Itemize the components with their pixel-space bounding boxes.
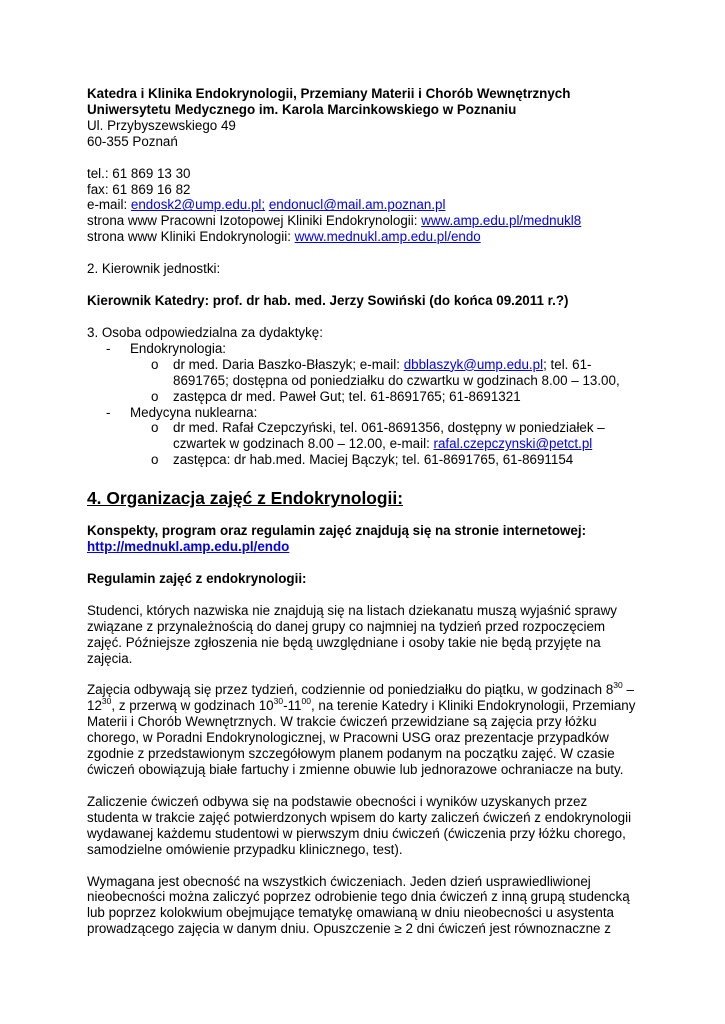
nuclear-person-1	[87, 420, 652, 452]
endo-person-1-hours: 8691765; dostępna od poniedziałku do czwartku w godzinach 8.00 – 13.00,	[173, 372, 620, 388]
para2-text: , na terenie Katedry i Kliniki Endokrynologii, Przemiany	[310, 698, 636, 714]
para4-line: Wymagana jest obecność na wszystkich ćwiczeniach. Jeden dzień usprawiedliwionej	[87, 873, 591, 889]
para2-line: ćwiczeń obowiązują białe fartuchy i zmienne obuwie lub jednorazowe ochraniacze na buty.	[87, 762, 624, 777]
www-label-2: strona www Kliniki Endokrynologii:	[87, 229, 295, 245]
nuclear-person-1-text: dr med. Rafał Czepczyński, tel. 061-8691356, dostępny w poniedziałek –	[173, 420, 605, 436]
para2-line	[87, 698, 652, 714]
email-label: e-mail:	[87, 197, 131, 213]
endo-person-2-text: zastępca dr med. Paweł Gut; tel. 61-8691765; 61-8691321	[173, 388, 521, 404]
fax-number: fax: 61 869 16 82	[87, 181, 191, 197]
superscript: 30	[101, 696, 112, 707]
email-line	[87, 197, 652, 213]
superscript: 30	[273, 696, 284, 707]
superscript: 00	[301, 696, 311, 707]
email-link-1[interactable]: endosk2@ump.edu.pl;	[130, 197, 266, 213]
para2-line: Materii i Chorób Wewnętrznych. W trakcie ćwiczeń przewidziane są zajęcia przy łóżku	[87, 714, 597, 730]
phone-number: tel.: 61 869 13 30	[87, 165, 191, 181]
section4-title: 4. Organizacja zajęć z Endokrynologii:	[87, 488, 404, 509]
para1-line: związane z przynależnością do danej grupy co najmniej na tydzień przed rozpoczęciem	[87, 618, 606, 634]
www-link-1[interactable]: www.amp.edu.pl/mednukl8	[421, 213, 582, 229]
nuclear-person-1-hours: czwartek w godzinach 8.00 – 12.00, e-mail:	[173, 436, 434, 452]
circle-bullet: o	[151, 452, 159, 468]
paragraph-2	[87, 682, 652, 777]
para2-text: Zajęcia odbywają się przez tydzień, codziennie od poniedziałku do piątku, w godzinach 8	[87, 682, 614, 698]
dash-bullet: -	[106, 340, 111, 356]
para3-line: samodzielne omówienie przypadku klinicznego, test).	[87, 841, 403, 857]
para2-text: 12	[87, 698, 102, 714]
city-address: 60-355 Poznań	[87, 133, 178, 149]
list-item-nuclear	[87, 405, 652, 421]
nuclear-person-2-text: zastępca: dr hab.med. Maciej Bączyk; tel. 61-8691765, 61-8691154	[173, 452, 574, 468]
para3-line: Zaliczenie ćwiczeń odbywa się na podstawie obecności i wyników uzyskanych przez	[87, 793, 588, 809]
university-name: Uniwersytetu Medycznego im. Karola Marcinkowskiego w Poznaniu	[87, 101, 517, 117]
para2-text: , z przerwą w godzinach 10	[111, 698, 274, 714]
superscript: 30	[613, 680, 623, 691]
endo-person-1-text: dr med. Daria Baszko-Błaszyk; e-mail:	[173, 356, 404, 372]
circle-bullet: o	[151, 388, 159, 404]
endo-email-link[interactable]: dbblaszyk@ump.edu.pl	[403, 356, 544, 372]
para1-line: Studenci, których nazwiska nie znajdują się na listach dziekanatu muszą wyjaśnić sprawy	[87, 602, 617, 618]
regulamin-heading: Regulamin zajęć z endokrynologii:	[87, 570, 307, 586]
circle-bullet: o	[151, 356, 159, 372]
para1-line: zajęć. Późniejsze zgłoszenia nie będą uwzględniane i osoby takie nie będą przyjęte na	[87, 634, 601, 650]
para3-line: studenta w trakcie zajęć potwierdzonych wpisem do karty zaliczeń ćwiczeń z endokrynologii	[87, 809, 632, 825]
paragraph-4	[87, 874, 652, 938]
www-line-1	[87, 213, 652, 229]
konspekty-text: Konspekty, program oraz regulamin zajęć znajdują się na stronie internetowej:	[87, 523, 587, 539]
endo-person-1	[87, 357, 652, 389]
nuclear-label: Medycyna nuklearna:	[130, 404, 258, 420]
paragraph-1	[87, 603, 652, 667]
dash-bullet: -	[106, 404, 111, 420]
circle-bullet: o	[151, 420, 159, 436]
endo-person-2	[87, 389, 652, 405]
para2-text: -11	[283, 698, 302, 714]
nuclear-person-2	[87, 452, 652, 468]
email-link-2[interactable]: endonucl@mail.am.poznan.pl	[268, 197, 446, 213]
document-page	[87, 86, 652, 937]
paragraph-3	[87, 794, 652, 858]
www-link-2[interactable]: www.mednukl.amp.edu.pl/endo	[294, 229, 481, 245]
para2-line	[87, 682, 652, 698]
endo-label: Endokrynologia:	[130, 340, 227, 356]
nuclear-email-link[interactable]: rafal.czepczynski@petct.pl	[433, 436, 593, 452]
para4-line: prowadzącego zajęcia w danym dniu. Opuszczenie ≥ 2 dni ćwiczeń jest równoznaczne z	[87, 921, 611, 937]
konspekty-line	[87, 539, 652, 555]
street-address: Ul. Przybyszewskiego 49	[87, 117, 236, 133]
section3-heading: 3. Osoba odpowiedzialna za dydaktykę:	[87, 324, 323, 340]
www-label-1: strona www Pracowni Izotopowej Kliniki Endokrynologii:	[87, 213, 422, 229]
para4-line: nieobecności można zaliczyć poprzez odrobienie tego dnia ćwiczeń z inną grupą studencką	[87, 889, 630, 905]
endo-person-1-tel: ; tel. 61-	[543, 356, 592, 372]
para2-line: chorego, w Poradni Endokrynologicznej, w Pracowni USG oraz prezentacje przypadków	[87, 730, 609, 746]
head-of-department: Kierownik Katedry: prof. dr hab. med. Jerzy Sowiński (do końca 09.2011 r.?)	[87, 293, 569, 309]
para1-line: zajęcia.	[87, 650, 133, 666]
www-line-2	[87, 229, 652, 245]
section2-heading: 2. Kierownik jednostki:	[87, 261, 221, 277]
list-item-endocrinology	[87, 341, 652, 357]
institution-name: Katedra i Klinika Endokrynologii, Przemiany Materii i Chorób Wewnętrznych	[87, 86, 571, 101]
para4-line: lub poprzez kolokwium obejmujące tematykę omawianą w dniu nieobecności u asystenta	[87, 905, 614, 921]
para3-line: wydawanej każdemu studentowi w pierwszym dniu ćwiczeń (ćwiczenia przy łóżku chorego,	[87, 825, 626, 841]
para2-text: –	[622, 682, 634, 698]
para2-line: zgodnie z przedstawionym szczegółowym planem podanym na początku zajęć. W czasie	[87, 746, 615, 762]
konspekty-link[interactable]: http://mednukl.amp.edu.pl/endo	[87, 539, 290, 555]
